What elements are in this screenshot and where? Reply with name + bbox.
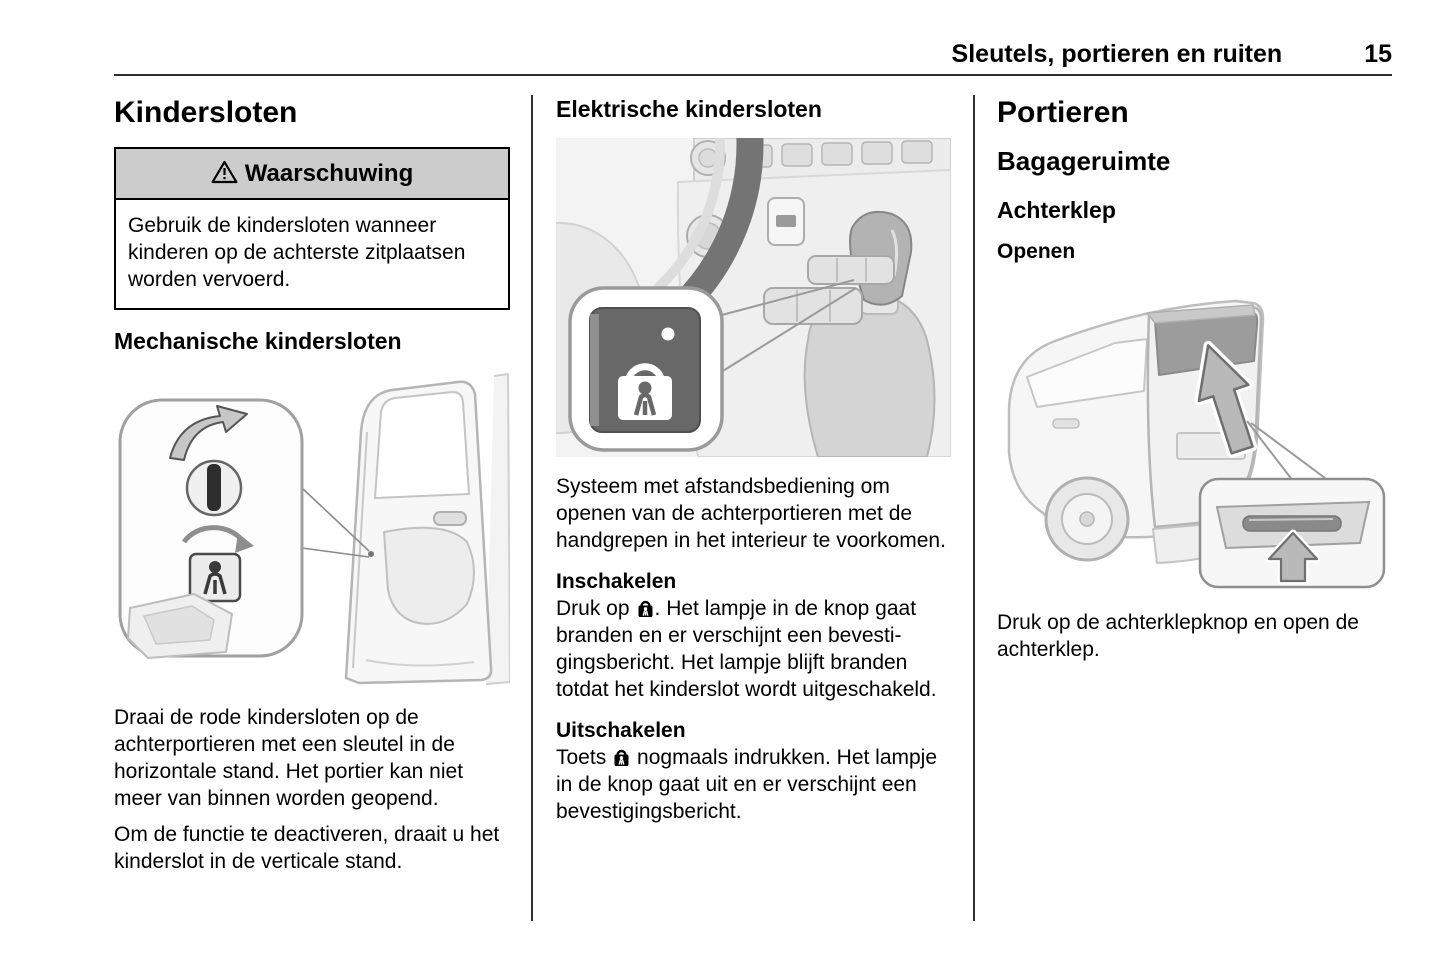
paragraph-uitschakelen: Toets nogmaals indrukken. Het lampje in de knop gaat uit en er verschijnt een bevestigingsbericht. (556, 746, 938, 824)
child-lock-icon (636, 597, 655, 618)
warning-title: Waarschuwing (244, 160, 414, 187)
column-portieren (997, 96, 1392, 672)
warning-box-header (116, 149, 508, 200)
column-divider (531, 95, 533, 921)
running-title: Sleutels, portieren en ruiten (951, 40, 1283, 68)
heading-openen: Openen (997, 240, 1076, 264)
page-number: 15 (1364, 40, 1392, 68)
page-header (114, 40, 1392, 69)
paragraph: Druk op de achterklepknop en open de achterklep. (997, 610, 1359, 661)
heading-portieren: Portieren (997, 96, 1129, 129)
child-lock-symbol-icon (190, 554, 240, 601)
figure-electric-child-locks (556, 138, 951, 457)
paragraph: Draai de rode kindersloten op de achterportieren met een sleutel in de horizontale stand. Het portier kan niet meer van binnen worden geopend. (114, 706, 464, 811)
column-kindersloten (114, 96, 510, 884)
warning-triangle-icon (211, 160, 238, 184)
paragraph: Om de functie te deactiveren, draait u het kinderslot in de verticale stand. (114, 823, 500, 874)
figure-mechanical-child-locks (114, 370, 510, 688)
child-lock-callout (120, 400, 302, 658)
child-lock-button-callout (570, 288, 722, 450)
key-cylinder-icon (187, 461, 241, 515)
heading-achterklep: Achterklep (997, 196, 1116, 223)
figure-tailgate-open (997, 281, 1392, 593)
column-divider (973, 95, 975, 921)
paragraph: Systeem met afstandsbediening om openen van de achterportieren met de handgrepen in het interieur te voorkomen. (556, 475, 946, 553)
tailgate-button-callout (1200, 479, 1384, 587)
child-lock-icon (612, 746, 631, 767)
subheading-inschakelen: Inschakelen (556, 570, 677, 594)
paragraph-inschakelen: Druk op . Het lampje in de knop gaat branden en er verschijnt een bevestigingsbericht. Het lampje blijft branden totdat het kinderslot wordt uitgeschakeld. (556, 597, 937, 702)
heading-bagageruimte: Bagageruimte (997, 146, 1171, 176)
heading-mechanische-kindersloten: Mechanische kindersloten (114, 328, 402, 354)
heading-elektrische-kindersloten: Elektrische kindersloten (556, 96, 822, 122)
column-elektrische-kindersloten (556, 96, 951, 834)
warning-text: Gebruik de kindersloten wanneer kinderen op de achterste zitplaatsen worden vervoerd. (128, 214, 466, 291)
header-rule (114, 74, 1392, 76)
warning-box (114, 147, 510, 310)
subheading-uitschakelen: Uitschakelen (556, 719, 686, 743)
button-led (662, 328, 675, 341)
heading-kindersloten: Kindersloten (114, 96, 298, 129)
